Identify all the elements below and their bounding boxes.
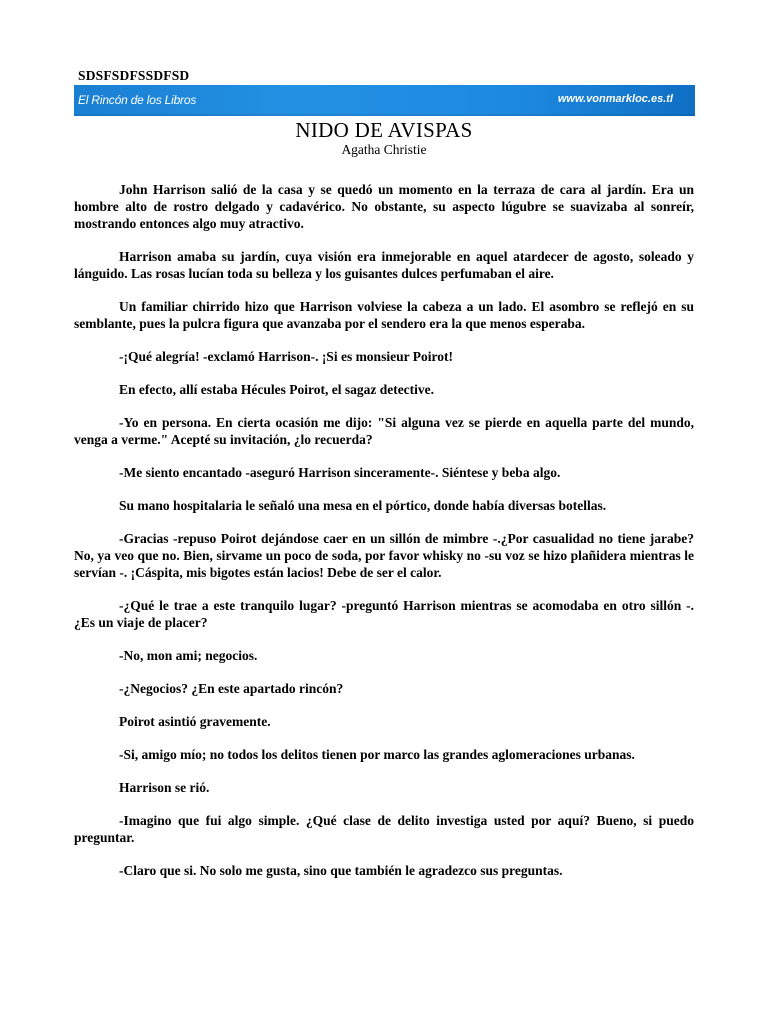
book-author: Agatha Christie [341, 142, 427, 157]
paragraph: -Me siento encantado -aseguró Harrison sinceramente-. Siéntese y beba algo. [119, 465, 561, 480]
document-code: SDSFSDFSSDFSD [78, 68, 190, 83]
paragraph: En efecto, allí estaba Hécules Poirot, el sagaz detective. [119, 382, 435, 397]
paragraph: -No, mon ami; negocios. [119, 648, 258, 663]
paragraph: Poirot asintió gravemente. [119, 714, 271, 729]
paragraph: -Imagino que fui algo simple. ¿Qué clase de delito investiga usted por aquí? Bueno, si puedo preguntar. [74, 813, 694, 845]
paragraph: Un familiar chirrido hizo que Harrison volviese la cabeza a un lado. El asombro se reflejó en su semblante, pues la pulcra figura que avanzaba por el sendero era la que menos esperaba. [74, 299, 694, 331]
paragraph: -Gracias -repuso Poirot dejándose caer en un sillón de mimbre -.¿Por casualidad no tiene jarabe? No, ya veo que no. Bien, sirvame un poco de soda, por favor whisky no -su voz se hizo plañidera mientras le servían -. ¡Cáspita, mis bigotes están lacios! Debe de ser el calor. [74, 531, 694, 580]
paragraph: Harrison amaba su jardín, cuya visión era inmejorable en aquel atardecer de agosto, soleado y lánguido. Las rosas lucían toda su belleza y los guisantes dulces perfumaban el aire. [74, 249, 694, 281]
paragraph: -¿Negocios? ¿En este apartado rincón? [119, 681, 344, 696]
paragraph: -¿Qué le trae a este tranquilo lugar? -preguntó Harrison mientras se acomodaba en otro sillón -. ¿Es un viaje de placer? [74, 598, 694, 630]
paragraph: -Si, amigo mío; no todos los delitos tienen por marco las grandes aglomeraciones urbanas. [119, 747, 635, 762]
paragraph: Su mano hospitalaria le señaló una mesa en el pórtico, donde había diversas botellas. [119, 498, 607, 513]
book-title: NIDO DE AVISPAS [295, 118, 473, 142]
body-text [74, 181, 694, 895]
paragraph: -¡Qué alegría! -exclamó Harrison-. ¡Si es monsieur Poirot! [119, 349, 453, 364]
paragraph: John Harrison salió de la casa y se quedó un momento en la terraza de cara al jardín. Era un hombre alto de rostro delgado y cadavérico. No obstante, su aspecto lúgubre se suavizaba al sonreír, mostrando entonces algo muy atractivo. [74, 182, 694, 231]
paragraph: -Yo en persona. En cierta ocasión me dijo: "Si alguna vez se pierde en aquella parte del mundo, venga a verme." Acepté su invitación, ¿lo recuerda? [74, 415, 694, 447]
banner-url: www.vonmarkloc.es.tl [557, 93, 673, 105]
banner-site-name: El Rincón de los Libros [78, 93, 197, 107]
paragraph: Harrison se rió. [119, 780, 210, 795]
site-banner [74, 85, 695, 116]
paragraph: -Claro que si. No solo me gusta, sino que también le agradezco sus preguntas. [119, 863, 563, 878]
